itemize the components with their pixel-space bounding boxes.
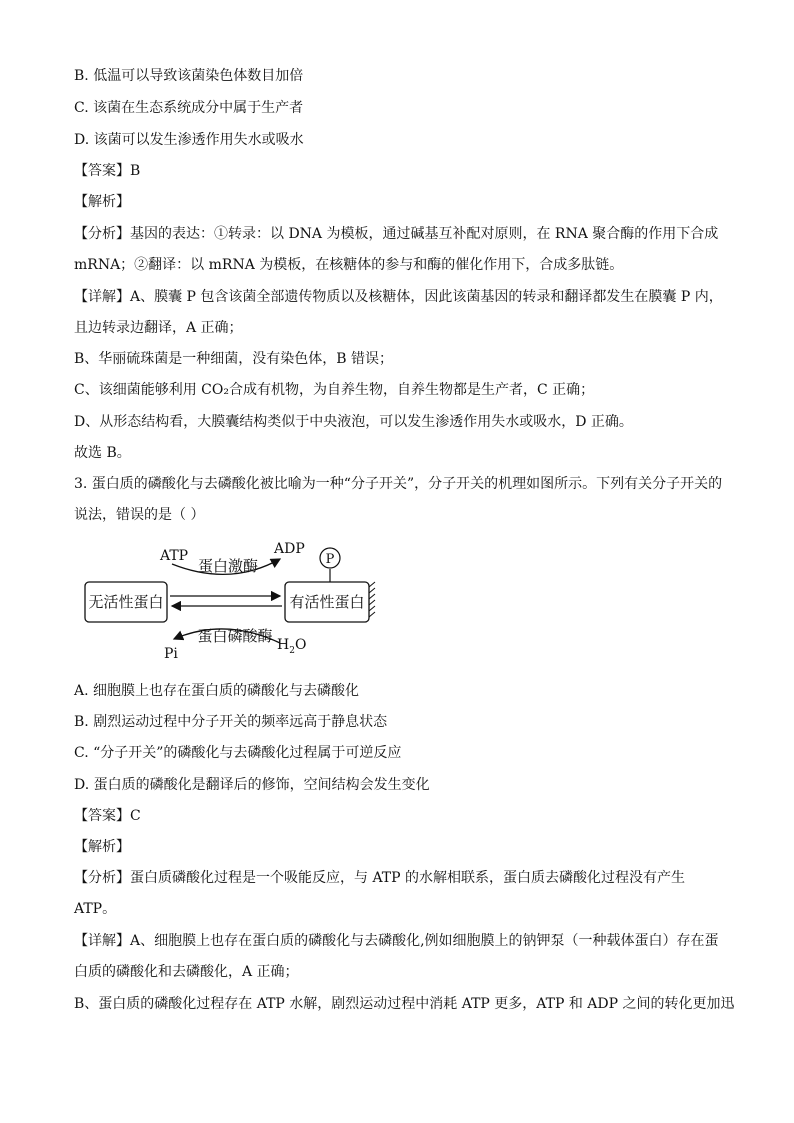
atp-label: ATP <box>160 548 189 564</box>
analysis-text-line: mRNA；②翻译：以 mRNA 为模板，在核糖体的参与和酶的催化作用下，合成多肽链。 <box>74 257 624 273</box>
analysis-heading: 【解析】 <box>74 839 130 855</box>
pi-label: Pi <box>164 646 178 662</box>
water-o: O <box>294 637 307 653</box>
membrane-hatch <box>369 582 375 617</box>
molecular-switch-svg <box>80 535 380 670</box>
analysis-text-line: ATP。 <box>74 901 117 917</box>
water-h: H <box>277 637 290 653</box>
water-label <box>277 637 306 656</box>
option-b-line: B. 低温可以导致该菌染色体数目加倍 <box>74 68 304 84</box>
option-c-line: C. “分子开关”的磷酸化与去磷酸化过程属于可逆反应 <box>74 745 402 761</box>
detail-text-line: 白质的磷酸化和去磷酸化，A 正确； <box>74 964 299 980</box>
kinase-label: 蛋白激酶 <box>197 557 259 575</box>
question-3-stem: 说法，错误的是（ ） <box>74 507 205 523</box>
detail-text-line: 【详解】A、细胞膜上也存在蛋白质的磷酸化与去磷酸化,例如细胞膜上的钠钾泵（一种载体蛋白）存在蛋 <box>74 933 719 949</box>
answer-label: 【答案】C <box>74 808 141 824</box>
conclusion-line: 故选 B。 <box>74 445 131 461</box>
detail-text-line: 且边转录边翻译，A 正确； <box>74 320 243 336</box>
answer-label: 【答案】B <box>74 163 141 179</box>
option-d-line: D. 蛋白质的磷酸化是翻译后的修饰，空间结构会发生变化 <box>74 777 430 793</box>
option-c-line: C. 该菌在生态系统成分中属于生产者 <box>74 100 304 116</box>
option-b-line: B. 剧烈运动过程中分子开关的频率远高于静息状态 <box>74 714 388 730</box>
active-protein-label: 有活性蛋白 <box>289 593 365 611</box>
analysis-heading: 【解析】 <box>74 194 130 210</box>
option-a-line: A. 细胞膜上也存在蛋白质的磷酸化与去磷酸化 <box>74 683 360 699</box>
detail-text-line: B、蛋白质的磷酸化过程存在 ATP 水解，剧烈运动过程中消耗 ATP 更多，ATP 和 ADP 之间的转化更加迅 <box>74 996 735 1012</box>
phosphatase-label: 蛋白磷酸酶 <box>197 627 273 645</box>
detail-text-line: 【详解】A、膜囊 P 包含该菌全部遗传物质以及核糖体，因此该菌基因的转录和翻译都发生在膜囊 P 内， <box>74 289 723 305</box>
adp-label: ADP <box>274 541 305 557</box>
question-3-stem: 3. 蛋白质的磷酸化与去磷酸化被比喻为一种“分子开关”，分子开关的机理如图所示。下列有关分子开关的 <box>74 476 723 492</box>
detail-text-line: B、华丽硫珠菌是一种细菌，没有染色体，B 错误； <box>74 351 394 367</box>
inactive-protein-label: 无活性蛋白 <box>88 593 164 611</box>
detail-text-line: D、从形态结构看，大膜囊结构类似于中央液泡，可以发生渗透作用失水或吸水，D 正确。 <box>74 414 633 430</box>
detail-text-line: C、该细菌能够利用 CO₂合成有机物，为自养生物，自养生物都是生产者，C 正确； <box>74 382 595 398</box>
molecular-switch-diagram <box>80 535 380 670</box>
analysis-text-line: 【分析】蛋白质磷酸化过程是一个吸能反应，与 ATP 的水解相联系，蛋白质去磷酸化过程没有产生 <box>74 870 686 886</box>
phosphate-label: P <box>325 552 335 567</box>
option-d-line: D. 该菌可以发生渗透作用失水或吸水 <box>74 132 304 148</box>
analysis-text-line: 【分析】基因的表达：①转录：以 DNA 为模板，通过碱基互补配对原则，在 RNA 聚合酶的作用下合成 <box>74 226 719 242</box>
water-subscript: 2 <box>289 646 295 656</box>
